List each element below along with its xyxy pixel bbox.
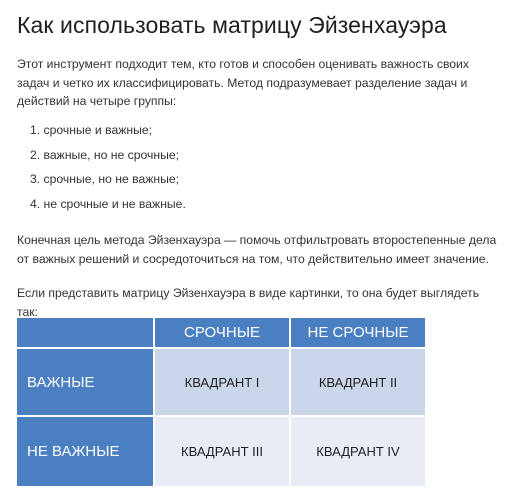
matrix-corner-cell [17, 318, 153, 347]
matrix-quadrant-2: КВАДРАНТ II [289, 347, 425, 415]
eisenhower-matrix [17, 318, 425, 486]
list-item: 3. срочные, но не важные; [30, 172, 180, 186]
page-title: Как использовать матрицу Эйзенхауэра [17, 12, 447, 38]
matrix-quadrant-4: КВАДРАНТ IV [289, 415, 425, 486]
matrix-header-urgent: СРОЧНЫЕ [153, 318, 289, 347]
matrix-row-important: ВАЖНЫЕ [17, 347, 153, 415]
list-item: 4. не срочные и не важные. [30, 196, 186, 211]
picture-intro-paragraph: Если представить матрицу Эйзенхауэра в виде картинки, то она будет выглядеть так: [17, 286, 480, 319]
list-item: 1. срочные и важные; [30, 123, 153, 137]
matrix-quadrant-3: КВАДРАНТ III [153, 415, 289, 486]
matrix-header-not-urgent: НЕ СРОЧНЫЕ [289, 318, 425, 347]
list-item: 2. важные, но не срочные; [30, 147, 180, 162]
groups-list [30, 121, 186, 219]
matrix-quadrant-1: КВАДРАНТ I [153, 347, 289, 415]
matrix-row-not-important: НЕ ВАЖНЫЕ [17, 415, 153, 486]
intro-paragraph: Этот инструмент подходит тем, кто готов и способен оценивать важность своих задач и четко их классифицировать. Метод подразумевает разделение задач и действий на четыре группы: [17, 57, 469, 108]
goal-paragraph: Конечная цель метода Эйзенхауэра — помочь отфильтровать второстепенные дела от важных решений и сосредоточиться на том, что действительно имеет значение. [17, 233, 497, 266]
